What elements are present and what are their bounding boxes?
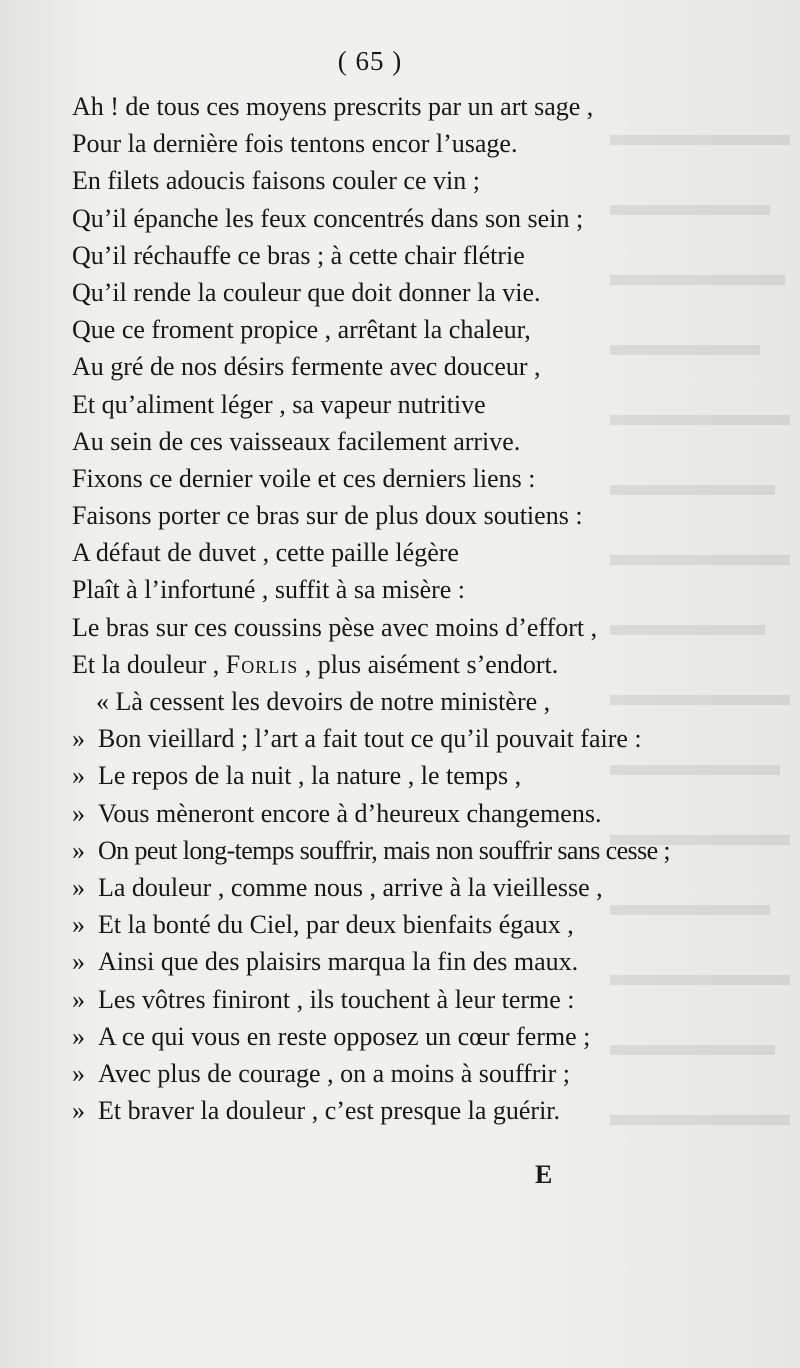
verse-line: Qu’il réchauffe ce bras ; à cette chair flétrie	[72, 240, 525, 270]
quote-mark: »	[72, 761, 85, 791]
verse-line: « Là cessent les devoirs de notre ministère ,	[96, 687, 551, 716]
quote-mark: »	[72, 872, 85, 902]
quote-mark: »	[72, 724, 85, 754]
verse-text: A ce qui vous en reste opposez un cœur ferme ;	[98, 1021, 591, 1051]
quote-mark: »	[72, 1096, 85, 1126]
verse-line: A défaut de duvet , cette paille légère	[72, 538, 459, 568]
verse-line: En filets adoucis faisons couler ce vin ;	[72, 166, 480, 196]
quote-mark: »	[72, 947, 85, 977]
verse-line	[72, 795, 732, 832]
poem-verses	[72, 88, 732, 1129]
verse-text: Et la bonté du Ciel, par deux bienfaits égaux ,	[98, 910, 574, 940]
quote-mark: »	[72, 835, 85, 865]
character-name: Forlis	[225, 649, 299, 679]
verse-line	[72, 906, 732, 943]
verse-line: Au sein de ces vaisseaux facilement arrive.	[72, 426, 521, 456]
verse-text: On peut long-temps souffrir, mais non souffrir sans cesse ;	[98, 835, 671, 865]
verse-text: Et braver la douleur , c’est presque la guérir.	[98, 1096, 561, 1126]
verse-text: Le repos de la nuit , la nature , le temps ,	[98, 761, 522, 791]
verse-line: Pour la dernière fois tentons encor l’usage.	[72, 129, 518, 159]
verse-line: Le bras sur ces coussins pèse avec moins d’effort ,	[72, 612, 598, 642]
verse-text: La douleur , comme nous , arrive à la vieillesse ,	[98, 872, 603, 902]
page-number: ( 65 )	[337, 46, 403, 76]
verse-line	[72, 720, 732, 757]
quote-mark: »	[72, 798, 85, 828]
verse-line	[72, 832, 732, 869]
verse-line: Et qu’aliment léger , sa vapeur nutritive	[72, 389, 486, 419]
signature-mark: E	[535, 1160, 553, 1189]
verse-line	[72, 1092, 732, 1129]
verse-line: Qu’il rende la couleur que doit donner la vie.	[72, 277, 541, 307]
verse-line	[72, 757, 732, 794]
verse-text: Ainsi que des plaisirs marqua la fin des maux.	[98, 947, 579, 977]
verse-line	[72, 869, 732, 906]
verse-line	[72, 1055, 732, 1092]
verse-line: Au gré de nos désirs fermente avec douceur ,	[72, 352, 541, 382]
verse-line	[72, 1018, 732, 1055]
verse-text: Bon vieillard ; l’art a fait tout ce qu’il pouvait faire :	[98, 724, 642, 754]
verse-line	[72, 943, 732, 980]
verse-text: , plus aisément s’endort.	[298, 649, 559, 679]
quote-mark: »	[72, 910, 85, 940]
quote-mark: »	[72, 984, 85, 1014]
quote-mark: »	[72, 1058, 85, 1088]
verse-line	[72, 981, 732, 1018]
verse-line	[72, 646, 732, 683]
verse-text: Les vôtres finiront , ils touchent à leur terme :	[98, 984, 575, 1014]
verse-line: Que ce froment propice , arrêtant la chaleur,	[72, 315, 531, 345]
verse-line: Plaît à l’infortuné , suffit à sa misère :	[72, 575, 466, 605]
verse-text: Vous mèneront encore à d’heureux changemens.	[98, 798, 602, 828]
quote-mark: »	[72, 1021, 85, 1051]
verse-line: Qu’il épanche les feux concentrés dans son sein ;	[72, 203, 584, 233]
verse-text: Avec plus de courage , on a moins à souffrir ;	[98, 1058, 570, 1088]
verse-text: Et la douleur ,	[72, 649, 226, 679]
verse-line: Faisons porter ce bras sur de plus doux soutiens :	[72, 501, 583, 531]
verse-line: Ah ! de tous ces moyens prescrits par un art sage ,	[72, 92, 594, 121]
verse-line: Fixons ce dernier voile et ces derniers liens :	[72, 463, 536, 493]
